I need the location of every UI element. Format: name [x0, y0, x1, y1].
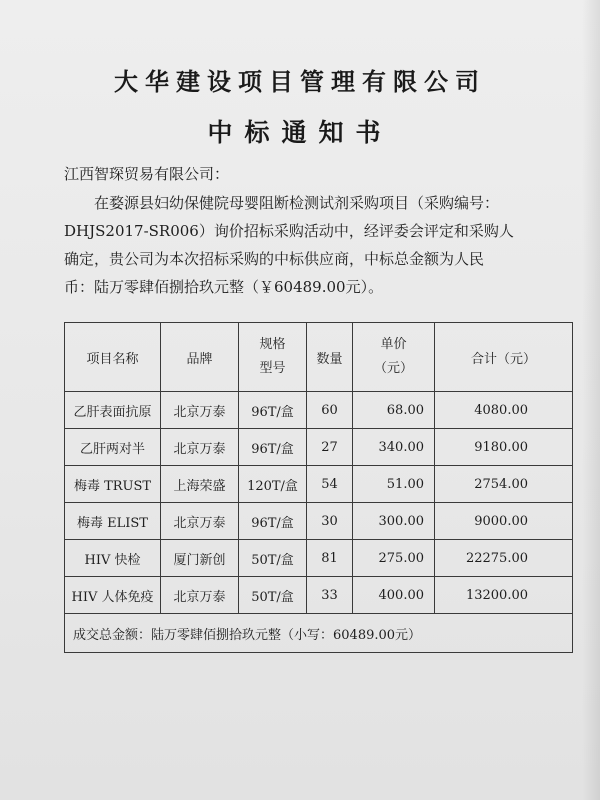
cell-quantity: 54	[307, 466, 353, 503]
table-row	[65, 540, 573, 577]
cell-unit-price: 300.00	[353, 503, 435, 540]
cell-unit-price: 340.00	[353, 429, 435, 466]
notice-body	[64, 189, 564, 301]
body-line: 币：陆万零肆佰捌拾玖元整（￥60489.00元）。	[64, 278, 384, 296]
body-line: 确定，贵公司为本次招标采购的中标供应商，中标总金额为人民	[64, 250, 485, 268]
cell-brand: 北京万泰	[161, 429, 239, 466]
cell-spec: 50T/盒	[239, 540, 307, 577]
document-title: 中标通知书	[207, 118, 393, 147]
header-spec-line1: 规格	[259, 337, 286, 352]
cell-item-name: 梅毒 TRUST	[65, 466, 161, 503]
cell-brand: 厦门新创	[161, 540, 239, 577]
cell-item-name: HIV 快检	[65, 540, 161, 577]
cell-quantity: 27	[307, 429, 353, 466]
header-price-line2: （元）	[373, 361, 413, 376]
cell-item-name: 梅毒 ELIST	[65, 503, 161, 540]
cell-spec: 120T/盒	[239, 466, 307, 503]
header-total: 合计（元）	[435, 323, 573, 392]
recipient-line: 江西智琛贸易有限公司：	[64, 165, 230, 183]
header-quantity: 数量	[307, 323, 353, 392]
cell-brand: 北京万泰	[161, 392, 239, 429]
header-spec	[239, 323, 307, 392]
body-line: 在婺源县妇幼保健院母婴阻断检测试剂采购项目（采购编号：	[94, 194, 500, 212]
cell-spec: 50T/盒	[239, 577, 307, 614]
cell-quantity: 33	[307, 577, 353, 614]
cell-unit-price: 68.00	[353, 392, 435, 429]
cell-brand: 北京万泰	[161, 503, 239, 540]
cell-unit-price: 400.00	[353, 577, 435, 614]
cell-spec: 96T/盒	[239, 429, 307, 466]
summary-row	[65, 614, 573, 653]
header-price-line1: 单价	[380, 337, 407, 352]
cell-spec: 96T/盒	[239, 392, 307, 429]
header-brand: 品牌	[161, 323, 239, 392]
cell-total: 9000.00	[435, 503, 573, 540]
header-item-name: 项目名称	[65, 323, 161, 392]
table-row	[65, 392, 573, 429]
header-spec-line2: 型号	[259, 361, 286, 376]
table-row	[65, 429, 573, 466]
cell-total: 9180.00	[435, 429, 573, 466]
cell-quantity: 60	[307, 392, 353, 429]
cell-unit-price: 51.00	[353, 466, 435, 503]
cell-item-name: 乙肝两对半	[65, 429, 161, 466]
cell-total: 4080.00	[435, 392, 573, 429]
body-line: DHJS2017-SR006）询价招标采购活动中，经评委会评定和采购人	[64, 222, 514, 240]
table-row	[65, 466, 573, 503]
summary-total-amount: 成交总金额：陆万零肆佰捌拾玖元整（小写：60489.00元）	[65, 614, 573, 653]
cell-brand: 北京万泰	[161, 577, 239, 614]
cell-item-name: 乙肝表面抗原	[65, 392, 161, 429]
cell-unit-price: 275.00	[353, 540, 435, 577]
table-header-row	[65, 323, 573, 392]
header-unit-price	[353, 323, 435, 392]
cell-spec: 96T/盒	[239, 503, 307, 540]
cell-total: 2754.00	[435, 466, 573, 503]
award-table	[64, 322, 573, 653]
cell-quantity: 30	[307, 503, 353, 540]
cell-quantity: 81	[307, 540, 353, 577]
table-row	[65, 503, 573, 540]
cell-brand: 上海荣盛	[161, 466, 239, 503]
cell-item-name: HIV 人体免疫	[65, 577, 161, 614]
table-row	[65, 577, 573, 614]
cell-total: 13200.00	[435, 577, 573, 614]
cell-total: 22275.00	[435, 540, 573, 577]
company-title: 大华建设项目管理有限公司	[114, 68, 486, 96]
